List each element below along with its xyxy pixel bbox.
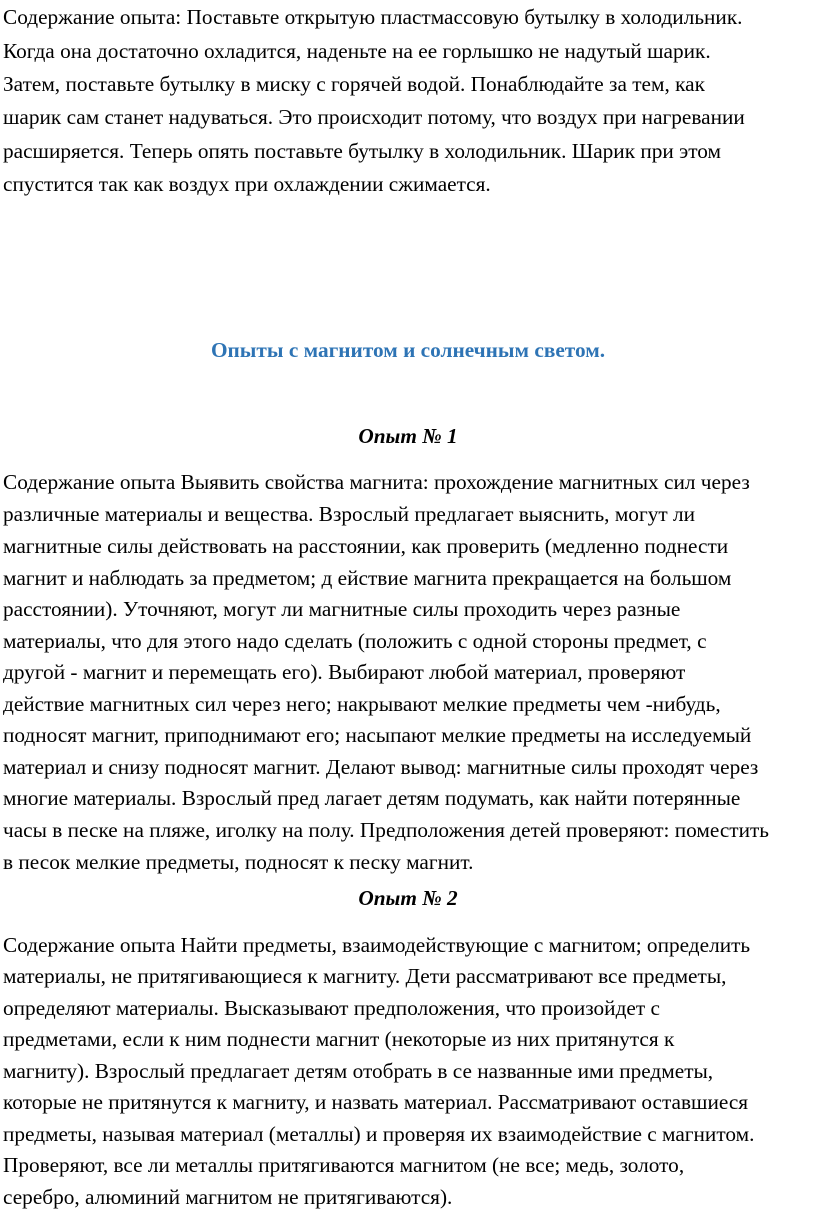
text-line: предметами, если к ним поднести магнит (некоторые из них притянутся к <box>3 1027 675 1051</box>
text-line: магнит и наблюдать за предметом; д ействие магнита прекращается на большом <box>3 566 732 590</box>
text-line: действие магнитных сил через него; накрывают мелкие предметы чем -нибудь, <box>3 692 721 716</box>
text-line: расстоянии). Уточняют, могут ли магнитные силы проходить через разные <box>3 597 681 621</box>
text-line: Содержание опыта Выявить свойства магнита: прохождение магнитных сил через <box>3 470 750 494</box>
text-line: материалы, что для этого надо сделать (положить с одной стороны предмет, с <box>3 629 707 653</box>
text-line: магниту). Взрослый предлагает детям отобрать в се названные ими предметы, <box>3 1059 714 1083</box>
text-line: многие материалы. Взрослый пред лагает детям подумать, как найти потерянные <box>3 786 741 810</box>
text-line: которые не притянутся к магниту, и назвать материал. Рассматривают оставшиеся <box>3 1090 749 1114</box>
experiment-1-title: Опыт № 1 <box>358 424 458 448</box>
text-line: шарик сам станет надуваться. Это происходит потому, что воздух при нагревании <box>3 105 745 129</box>
text-line: предметы, называя материал (металлы) и проверяя их взаимодействие с магнитом. <box>3 1122 755 1146</box>
text-line: спустится так как воздух при охлаждении сжимается. <box>3 172 491 196</box>
text-line: определяют материалы. Высказывают предположения, что произойдет с <box>3 996 660 1020</box>
text-line: Содержание опыта Найти предметы, взаимодействующие с магнитом; определить <box>3 933 751 957</box>
text-line: Затем, поставьте бутылку в миску с горячей водой. Понаблюдайте за тем, как <box>3 72 705 96</box>
text-line: Проверяют, все ли металлы притягиваются магнитом (не все; медь, золото, <box>3 1153 685 1177</box>
text-line: материалы, не притягивающиеся к магниту. Дети рассматривают все предметы, <box>3 964 727 988</box>
text-line: в песок мелкие предметы, подносят к песку магнит. <box>3 850 474 874</box>
text-line: расширяется. Теперь опять поставьте бутылку в холодильник. Шарик при этом <box>3 139 722 163</box>
section-title: Опыты с магнитом и солнечным светом. <box>210 338 606 362</box>
text-line: материал и снизу подносят магнит. Делают вывод: магнитные силы проходят через <box>3 755 759 779</box>
text-line: различные материалы и вещества. Взрослый предлагает выяснить, могут ли <box>3 502 695 526</box>
text-line: другой - магнит и перемещать его). Выбирают любой материал, проверяют <box>3 660 686 684</box>
text-line: серебро, алюминий магнитом не притягиваются). <box>3 1185 453 1209</box>
text-line: магнитные силы действовать на расстоянии, как проверить (медленно поднести <box>3 534 729 558</box>
text-line: Содержание опыта: Поставьте открытую пластмассовую бутылку в холодильник. <box>3 5 743 29</box>
text-line: подносят магнит, приподнимают его; насыпают мелкие предметы на исследуемый <box>3 723 752 747</box>
experiment-2-title: Опыт № 2 <box>358 886 458 910</box>
text-line: Когда она достаточно охладится, наденьте на ее горлышко не надутый шарик. <box>3 39 711 63</box>
text-line: часы в песке на пляже, иголку на полу. Предположения детей проверяют: поместить <box>3 818 770 842</box>
